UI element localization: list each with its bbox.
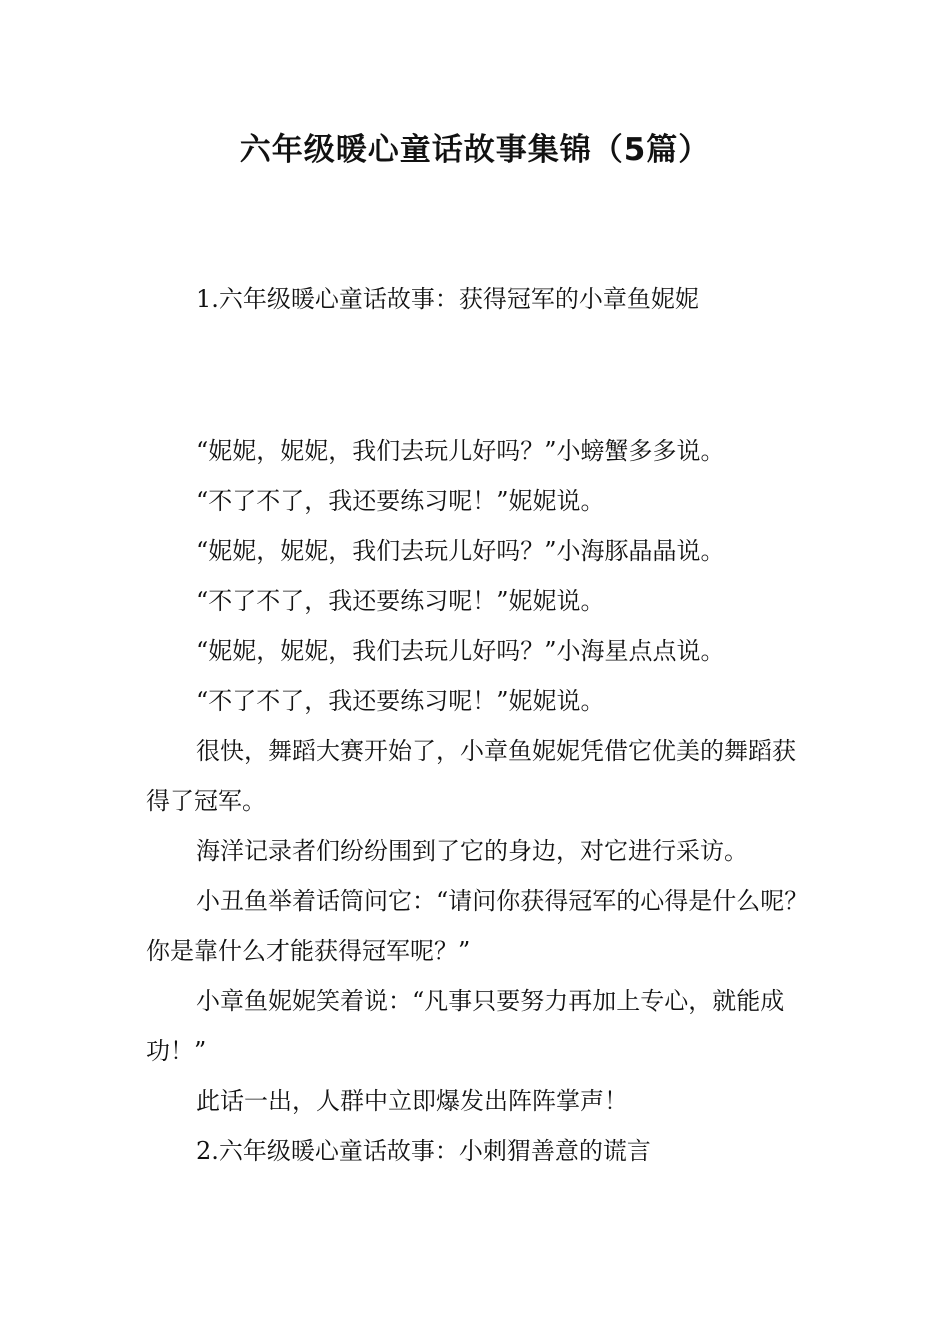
- section-heading-2: 2.六年级暖心童话故事：小刺猬善意的谎言: [196, 1137, 651, 1165]
- paragraph-11: 此话一出，人群中立即爆发出阵阵掌声！: [196, 1087, 628, 1115]
- paragraph-5: “妮妮，妮妮，我们去玩儿好吗？”小海星点点说。: [196, 637, 725, 665]
- document-title: 六年级暖心童话故事集锦（5篇）: [239, 132, 711, 168]
- story-body: [146, 426, 811, 1176]
- paragraph-10: 小章鱼妮妮笑着说：“凡事只要努力再加上专心，就能成功！”: [146, 987, 785, 1065]
- paragraph-2: “不了不了，我还要练习呢！”妮妮说。: [196, 487, 605, 515]
- paragraph-4: “不了不了，我还要练习呢！”妮妮说。: [196, 587, 605, 615]
- paragraph-7: 很快，舞蹈大赛开始了，小章鱼妮妮凭借它优美的舞蹈获得了冠军。: [146, 737, 796, 815]
- section-heading-1: 1.六年级暖心童话故事：获得冠军的小章鱼妮妮: [196, 285, 699, 313]
- paragraph-6: “不了不了，我还要练习呢！”妮妮说。: [196, 687, 605, 715]
- paragraph-3: “妮妮，妮妮，我们去玩儿好吗？”小海豚晶晶说。: [196, 537, 725, 565]
- paragraph-1: “妮妮，妮妮，我们去玩儿好吗？”小螃蟹多多说。: [196, 437, 725, 465]
- paragraph-9: 小丑鱼举着话筒问它：“请问你获得冠军的心得是什么呢？你是靠什么才能获得冠军呢？”: [146, 887, 809, 965]
- paragraph-8: 海洋记录者们纷纷围到了它的身边，对它进行采访。: [196, 837, 748, 865]
